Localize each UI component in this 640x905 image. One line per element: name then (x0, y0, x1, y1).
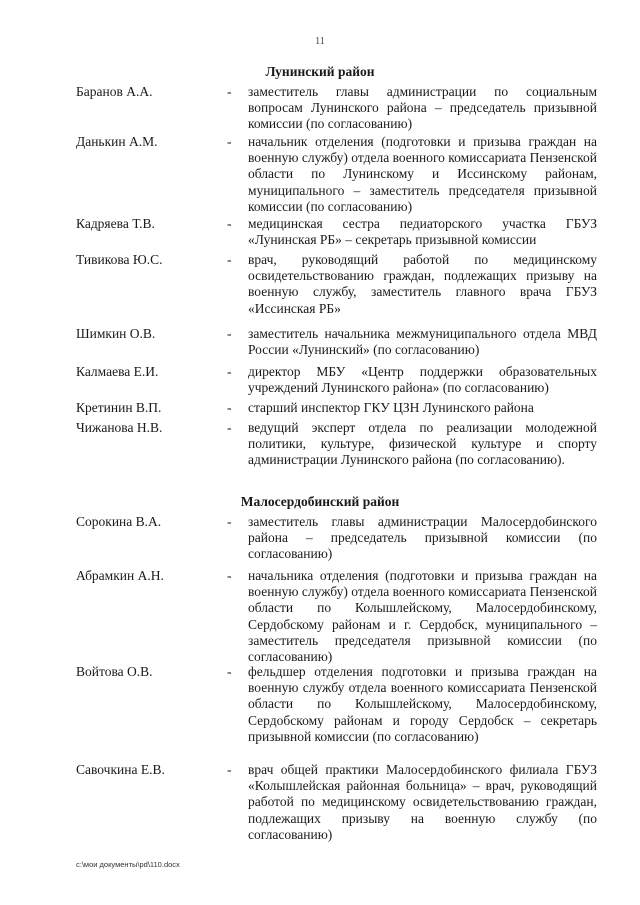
dash-separator: - (227, 568, 232, 583)
dash-separator: - (227, 514, 232, 529)
member-name: Абрамкин А.Н. (76, 568, 164, 583)
page-number: 11 (315, 36, 325, 47)
dash-separator: - (227, 420, 232, 435)
member-role: врач, руководящий работой по медицинскому освидетельствованию граждан, подлежащих призыву на военную службу, заместитель главного врача ГБУЗ «Иссинская РБ» (248, 252, 597, 316)
dash-separator: - (227, 400, 232, 415)
footer-file-path: c:\мои документы\pd\110.docx (76, 860, 180, 869)
member-name: Савочкина Е.В. (76, 762, 165, 777)
member-name: Сорокина В.А. (76, 514, 162, 529)
member-name: Данькин А.М. (76, 134, 158, 149)
dash-separator: - (227, 762, 232, 777)
member-role: медицинская сестра педиаторского участка ГБУЗ «Лунинская РБ» – секретарь призывной комиссии (248, 216, 597, 248)
dash-separator: - (227, 252, 232, 267)
member-role: фельдшер отделения подготовки и призыва граждан на военную службу отдела военного комиссариата Пензенской области по Колышлейскому, Малосердобинскому, Сердобскому районам и городу Сердобск – секретарь призывной комиссии (по согласованию) (248, 664, 597, 744)
member-role: начальник отделения (подготовки и призыва граждан на военную службу) отдела военного комиссариата Пензенской области по Лунинскому и Иссинскому районам, муниципального – заместитель председателя призывной комиссии (по согласованию) (248, 134, 597, 214)
member-role: врач общей практики Малосердобинского филиала ГБУЗ «Колышлейская районная больница» – врач, руководящий работой по медицинскому освидетельствованию граждан, подлежащих призыву на военную службу (по согласованию) (248, 762, 597, 842)
member-name: Кадряева Т.В. (76, 216, 155, 231)
dash-separator: - (227, 216, 232, 231)
section-title-luninsky: Лунинский район (265, 64, 375, 79)
member-role: заместитель начальника межмуниципального отдела МВД России «Лунинский» (по согласованию) (248, 326, 597, 358)
dash-separator: - (227, 664, 232, 679)
member-name: Кретинин В.П. (76, 400, 162, 415)
member-name: Шимкин О.В. (76, 326, 156, 341)
member-role: заместитель главы администрации Малосердобинского района – председатель призывной комиссии (по согласованию) (248, 514, 597, 562)
member-role: заместитель главы администрации по социальным вопросам Лунинского района – председатель призывной комиссии (по согласованию) (248, 84, 597, 132)
member-role: ведущий эксперт отдела по реализации молодежной политики, культуре, физической культуре и спорту администрации Лунинского района (по согласованию). (248, 420, 597, 468)
dash-separator: - (227, 84, 232, 99)
member-name: Баранов А.А. (76, 84, 153, 99)
member-role: директор МБУ «Центр поддержки образовательных учреждений Лунинского района» (по согласованию) (248, 364, 597, 396)
member-name: Войтова О.В. (76, 664, 153, 679)
member-name: Тивикова Ю.С. (76, 252, 163, 267)
section-title-malosedobinsky: Малосердобинский район (240, 494, 400, 509)
member-role: старший инспектор ГКУ ЦЗН Лунинского района (248, 400, 534, 415)
dash-separator: - (227, 326, 232, 341)
dash-separator: - (227, 364, 232, 379)
member-name: Чижанова Н.В. (76, 420, 163, 435)
member-role: начальника отделения (подготовки и призыва граждан на военную службу) отдела военного комиссариата Пензенской области по Колышлейскому, Малосердобинскому, Сердобскому районам и г. Сердобск, муниципального – заместитель председателя призывной комиссии (по согласованию) (248, 568, 597, 665)
dash-separator: - (227, 134, 232, 149)
member-name: Калмаева Е.И. (76, 364, 159, 379)
